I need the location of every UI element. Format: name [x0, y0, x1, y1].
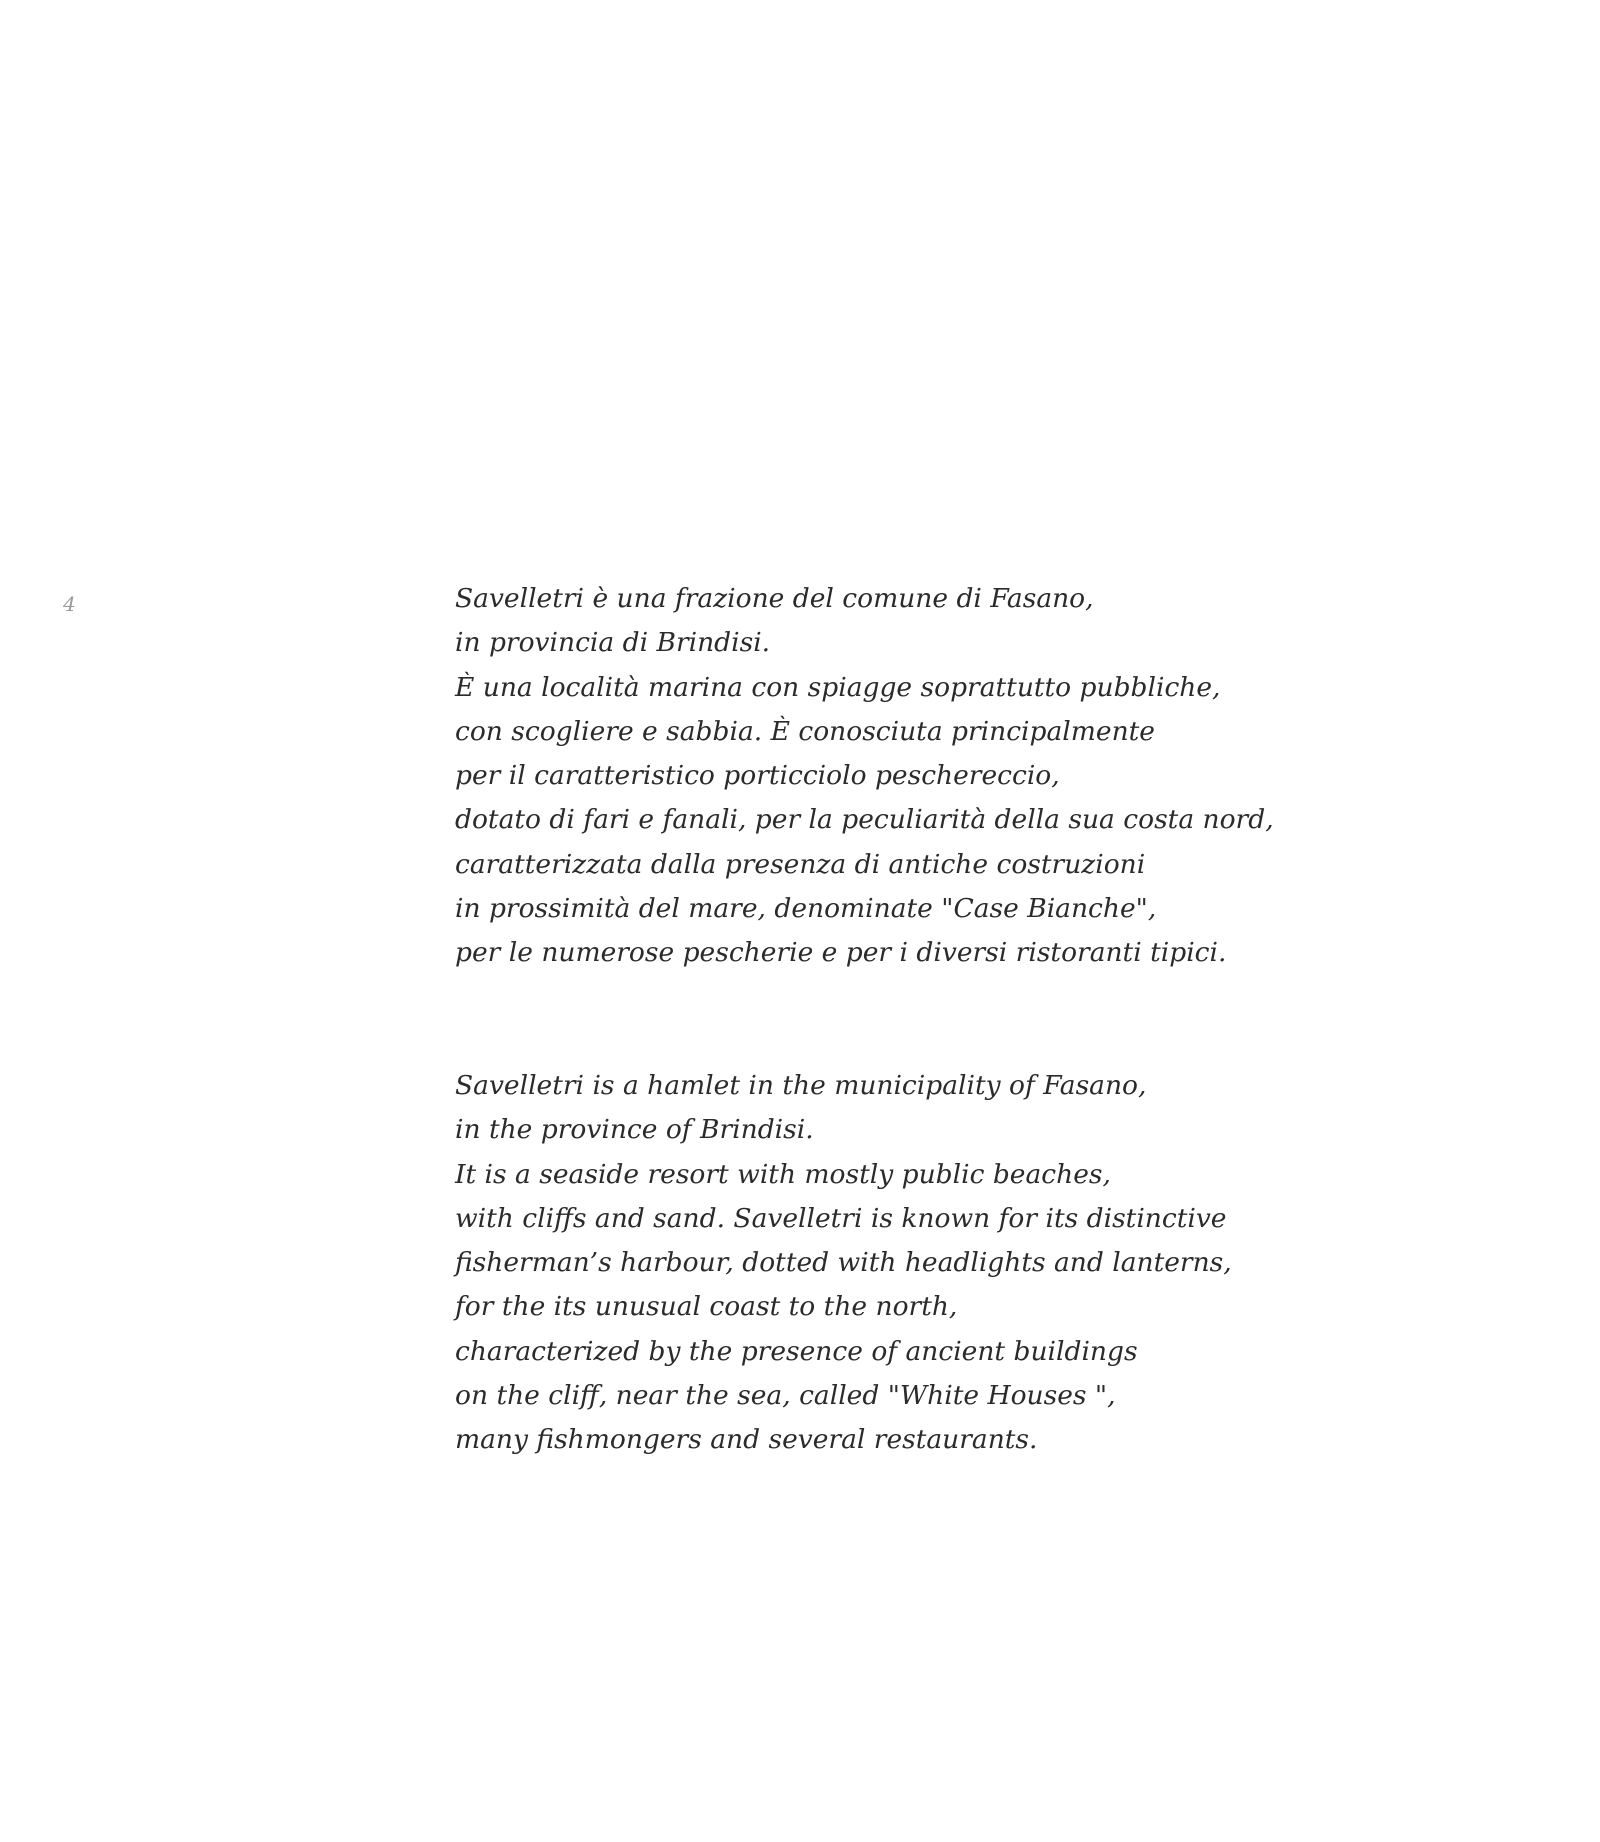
- english-line: in the province of Brindisi.: [455, 1114, 814, 1146]
- english-line: fisherman’s harbour, dotted with headlights and lanterns,: [455, 1247, 1232, 1279]
- italian-line: per il caratteristico porticciolo peschereccio,: [455, 760, 1060, 792]
- italian-line: caratterizzata dalla presenza di antiche costruzioni: [455, 848, 1146, 880]
- italian-line: Savelletri è una frazione del comune di Fasano,: [455, 583, 1094, 614]
- italian-line: dotato di fari e fanali, per la peculiarità della sua costa nord,: [455, 804, 1274, 836]
- english-line: on the cliff, near the sea, called "White Houses ",: [455, 1380, 1116, 1412]
- italian-line: È una località marina con spiagge soprattutto pubbliche,: [455, 671, 1221, 703]
- english-line: with cliffs and sand. Savelletri is known for its distinctive: [455, 1202, 1227, 1234]
- english-paragraph: [455, 1064, 1455, 1463]
- italian-line: in provincia di Brindisi.: [455, 627, 771, 659]
- english-line: Savelletri is a hamlet in the municipality of Fasano,: [455, 1070, 1147, 1101]
- italian-line: per le numerose pescherie e per i diversi ristoranti tipici.: [455, 937, 1227, 969]
- english-line: characterized by the presence of ancient buildings: [455, 1335, 1138, 1367]
- english-line: for the its unusual coast to the north,: [455, 1291, 958, 1323]
- english-line: It is a seaside resort with mostly public beaches,: [455, 1158, 1111, 1190]
- italian-paragraph: [455, 577, 1455, 976]
- english-line: many fishmongers and several restaurants.: [455, 1424, 1038, 1456]
- page-number: 4: [63, 592, 76, 616]
- italian-line: con scogliere e sabbia. È conosciuta principalmente: [455, 715, 1155, 747]
- italian-line: in prossimità del mare, denominate "Case Bianche",: [455, 893, 1157, 925]
